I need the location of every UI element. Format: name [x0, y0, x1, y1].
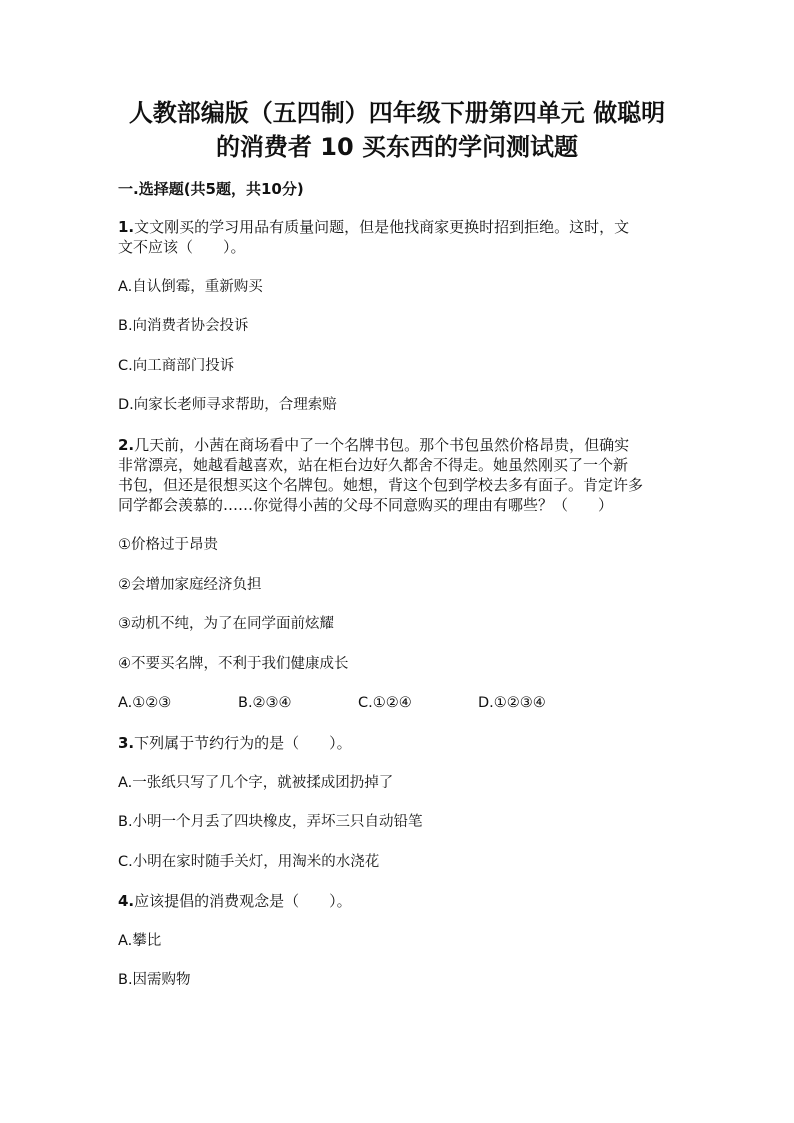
- q2-line-1: 2.几天前，小茜在商场看中了一个名牌书包。那个书包虽然价格昂贵，但确实: [118, 436, 630, 454]
- q1-number: 1.: [118, 218, 135, 236]
- q2-item-1: ①价格过于昂贵: [118, 537, 218, 553]
- q2-number: 2.: [118, 436, 135, 454]
- q1-option-b: B.向消费者协会投诉: [118, 318, 249, 334]
- q2-choice-c: C.①②④: [358, 695, 412, 711]
- title-line-2: 的消费者 10 买东西的学问测试题: [215, 133, 579, 161]
- q1-option-d: D.向家长老师寻求帮助，合理索赔: [118, 397, 337, 413]
- q2-item-3: ③动机不纯，为了在同学面前炫耀: [118, 616, 334, 632]
- q3-line-1: 3.下列属于节约行为的是（ ）。: [118, 734, 352, 752]
- q2-choice-d: D.①②③④: [478, 695, 546, 711]
- q4-line-1: 4.应该提倡的消费观念是（ ）。: [118, 892, 352, 910]
- q1-option-a: A.自认倒霉，重新购买: [118, 279, 263, 295]
- q1-line-1: 1.文文刚买的学习用品有质量问题，但是他找商家更换时招到拒绝。这时，文: [118, 218, 630, 236]
- q2-line-4: 同学都会羡慕的……你觉得小茜的父母不同意购买的理由有哪些？（ ）: [118, 496, 614, 514]
- q2-item-4: ④不要买名牌，不利于我们健康成长: [118, 656, 349, 672]
- q3-number: 3.: [118, 734, 135, 752]
- title-line-1: 人教部编版（五四制）四年级下册第四单元 做聪明: [128, 99, 666, 127]
- q4-option-b: B.因需购物: [118, 972, 191, 988]
- q4-option-a: A.攀比: [118, 933, 162, 949]
- q3-option-c: C.小明在家时随手关灯，用淘米的水浇花: [118, 854, 380, 870]
- q4-number: 4.: [118, 892, 135, 910]
- section-heading: 一.选择题(共5题，共10分): [118, 180, 304, 198]
- q1-line-2: 文不应该（ ）。: [118, 238, 246, 256]
- q3-option-b: B.小明一个月丢了四块橡皮，弄坏三只自动铅笔: [118, 814, 423, 830]
- q2-choice-a: A.①②③: [118, 695, 172, 711]
- page-title: [100, 96, 694, 164]
- q1-option-c: C.向工商部门投诉: [118, 358, 235, 374]
- q2-item-2: ②会增加家庭经济负担: [118, 577, 262, 593]
- q2-line-2: 非常漂亮，她越看越喜欢，站在柜台边好久都舍不得走。她虽然刚买了一个新: [118, 456, 629, 474]
- q2-choice-b: B.②③④: [238, 695, 292, 711]
- q2-line-3: 书包，但还是很想买这个名牌包。她想，背这个包到学校去多有面子。肯定许多: [118, 476, 644, 494]
- q3-option-a: A.一张纸只写了几个字，就被揉成团扔掉了: [118, 775, 394, 791]
